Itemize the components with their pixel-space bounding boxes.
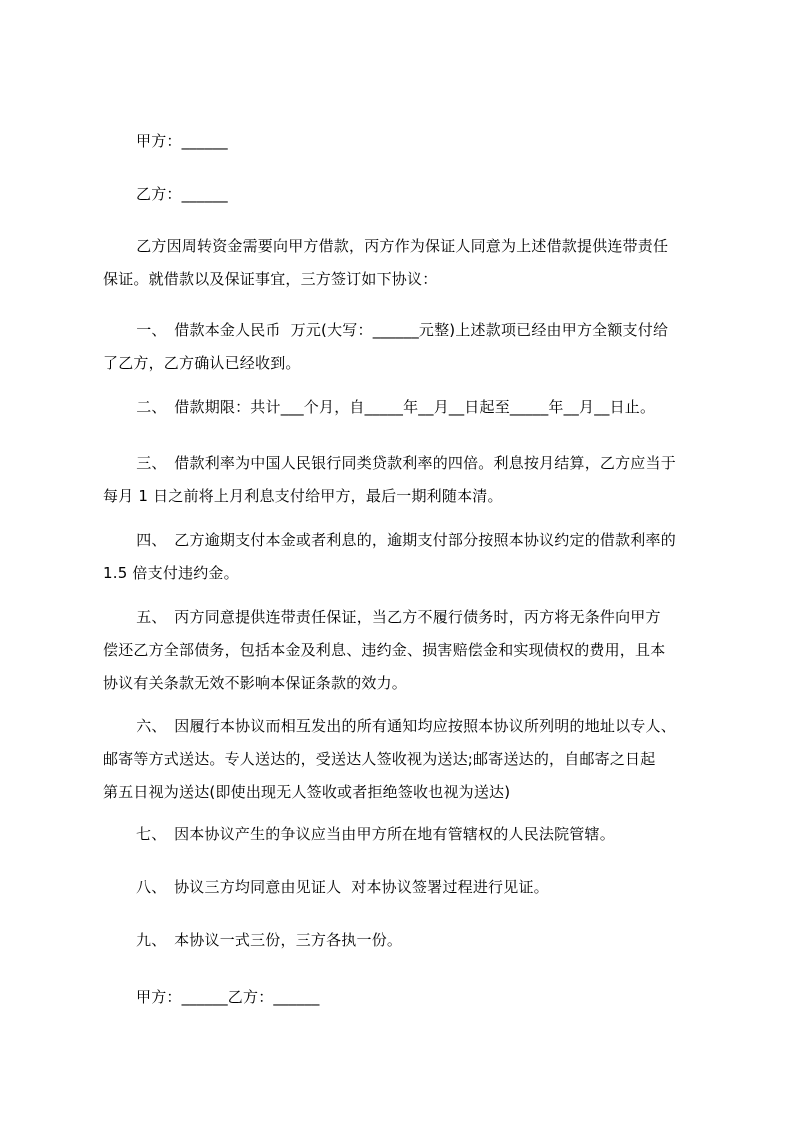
clause-9 (103, 924, 709, 957)
clause-2-line-1: 二、 借款期限：共计___个月，自_____年__月__日起至_____年__月__日止。 (121, 398, 656, 416)
clause-3 (103, 447, 709, 513)
clause-1 (103, 314, 709, 380)
intro-paragraph (103, 230, 709, 296)
clause-4-line-2: 1.5 倍支付违约金。 (103, 564, 239, 582)
clause-7 (103, 818, 709, 851)
clause-3-line-2: 每月 1 日之前将上月利息支付给甲方，最后一期利随本清。 (103, 487, 503, 505)
clause-6 (103, 710, 709, 809)
clause-6-line-1: 六、 因履行本协议而相互发出的所有通知均应按照本协议所列明的地址以专人、 (121, 717, 676, 735)
clause-8 (103, 871, 709, 904)
signature-line: 甲方：______乙方：______ (136, 988, 320, 1006)
intro-line-1: 乙方因周转资金需要向甲方借款，丙方作为保证人同意为上述借款提供连带责任 (121, 237, 669, 255)
clause-5-line-3: 协议有关条款无效不影响本保证条款的效力。 (103, 674, 408, 692)
intro-line-2: 保证。就借款以及保证事宜，三方签订如下协议： (103, 270, 438, 288)
clause-5-line-2: 偿还乙方全部债务，包括本金及利息、违约金、损害赔偿金和实现债权的费用，且本 (103, 641, 666, 659)
clause-4-line-1: 四、 乙方逾期支付本金或者利息的，逾期支付部分按照本协议约定的借款利率的 (121, 531, 676, 549)
clause-6-line-3: 第五日视为送达(即使出现无人签收或者拒绝签收也视为送达) (103, 783, 511, 801)
clause-3-line-1: 三、 借款利率为中国人民银行同类贷款利率的四倍。利息按月结算，乙方应当于 (121, 454, 676, 472)
clause-5-line-1: 五、 丙方同意提供连带责任保证，当乙方不履行债务时，丙方将无条件向甲方 (121, 608, 661, 626)
clause-1-line-1: 一、 借款本金人民币 万元(大写：______元整)上述款项已经由甲方全额支付给 (121, 321, 669, 339)
clause-7-line-1: 七、 因本协议产生的争议应当由甲方所在地有管辖权的人民法院管辖。 (136, 825, 615, 843)
clause-5 (103, 601, 709, 700)
clause-1-line-2: 了乙方，乙方确认已经收到。 (103, 354, 301, 372)
clause-4 (103, 524, 709, 590)
clause-2 (103, 391, 709, 424)
party-a-label: 甲方：______ (136, 132, 228, 150)
clause-6-line-2: 邮寄等方式送达。专人送达的，受送达人签收视为送达;邮寄送达的，自邮寄之日起 (103, 750, 656, 768)
clause-8-line-1: 八、 协议三方均同意由见证人 对本协议签署过程进行见证。 (136, 878, 549, 896)
clause-9-line-1: 九、 本协议一式三份，三方各执一份。 (136, 931, 403, 949)
party-b-label: 乙方：______ (136, 185, 228, 203)
